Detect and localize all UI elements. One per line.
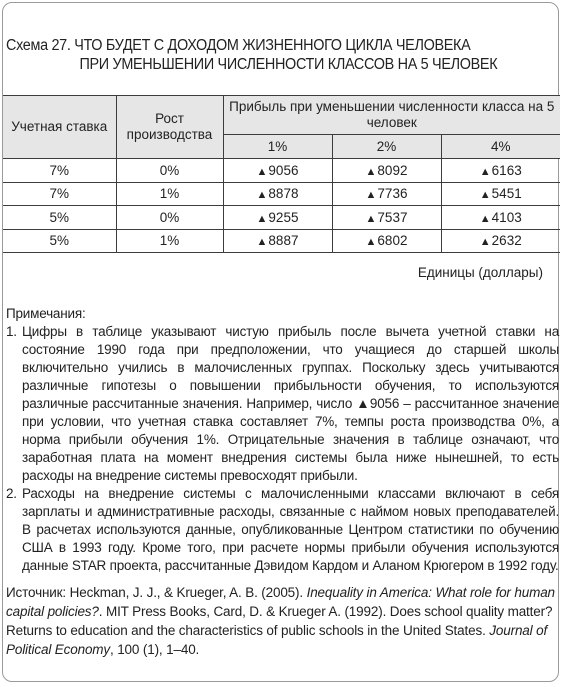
value-text: 8092 xyxy=(377,162,408,178)
table-row xyxy=(3,229,560,253)
value-text: 7736 xyxy=(377,186,408,202)
value-text: 6802 xyxy=(377,233,408,249)
note-text: Расходы на внедрение системы с малочисленными классами включают в себя зарплаты и административные расходы, связанные с наймом новых преподавателей. В расчетах используются данные, опубликованные Центром статистики по обучению США в 1993 году. Кроме того, при расчете нормы прибыли обучения используются данные STAR проекта, рассчитанные Дэвидом Кардом и Аланом Крюгером в 1992 году. xyxy=(22,486,559,573)
cell-value xyxy=(223,206,332,230)
triangle-icon: ▲ xyxy=(256,236,268,249)
value-text: 2632 xyxy=(491,233,522,249)
col-header-group: Прибыль при уменьшении численности класса на 5 человек xyxy=(223,96,560,135)
value-text: 9255 xyxy=(268,209,299,225)
cell-value xyxy=(332,159,441,183)
source-journal: Journal of Political Economy xyxy=(6,623,548,657)
value-text: 4103 xyxy=(491,209,522,225)
cell-growth: 1% xyxy=(116,182,223,206)
source-book-title: Inequality in America: What role for human capital policies? xyxy=(6,585,555,619)
cell-value xyxy=(223,182,332,206)
note-number: 2. xyxy=(6,486,17,501)
value-text: 8887 xyxy=(268,233,299,249)
table-row xyxy=(3,182,560,206)
notes-header: Примечания: xyxy=(6,306,86,321)
profit-table xyxy=(3,95,560,253)
cell-value xyxy=(441,229,560,253)
cell-value xyxy=(223,159,332,183)
triangle-icon: ▲ xyxy=(256,212,268,225)
triangle-icon: ▲ xyxy=(479,212,491,225)
cell-rate: 5% xyxy=(3,229,116,253)
triangle-icon: ▲ xyxy=(479,236,491,249)
col-header-growth: Рост производства xyxy=(116,96,223,159)
note-text: Цифры в таблице указывают чистую прибыль после вычета учетной ставки на состояние 1990 года при предположении, что учащиеся до старшей школы включительно учились в малочисленных группах. Поскольку здесь учитываются различные гипотезы о повышении прибыльности обучения, то используются различные рассчитанные значения. Например, число ▲9056 – рассчитанное значение при условии, что учетная ставка составляет 7%, темпы роста производства 0%, а норма прибыли обучения 1%. Отрицательные значения в таблице означают, что заработная плата на момент внедрения системы была ниже нынешней, то есть расходы на внедрение системы превосходят прибыли. xyxy=(22,324,559,483)
value-text: 8878 xyxy=(268,186,299,202)
triangle-icon: ▲ xyxy=(479,189,491,202)
triangle-icon: ▲ xyxy=(365,165,377,178)
sub-header-3: 4% xyxy=(441,135,560,159)
cell-growth: 0% xyxy=(116,206,223,230)
source-suffix: , 100 (1), 1–40. xyxy=(110,642,200,657)
cell-value xyxy=(223,229,332,253)
value-text: 6163 xyxy=(491,162,522,178)
cell-value xyxy=(332,229,441,253)
source-prefix: Источник: Heckman, J. J., & Krueger, A. B. (2005). xyxy=(6,585,307,600)
note-item xyxy=(6,485,559,575)
value-text: 9056 xyxy=(268,162,299,178)
triangle-icon: ▲ xyxy=(256,189,268,202)
triangle-icon: ▲ xyxy=(256,165,268,178)
note-number: 1. xyxy=(6,324,17,339)
triangle-icon: ▲ xyxy=(479,165,491,178)
cell-rate: 7% xyxy=(3,159,116,183)
col-header-rate: Учетная ставка xyxy=(3,96,116,159)
cell-rate: 7% xyxy=(3,182,116,206)
cell-value xyxy=(441,206,560,230)
title-line-2: ПРИ УМЕНЬШЕНИИ ЧИСЛЕННОСТИ КЛАССОВ НА 5 ЧЕЛОВЕК xyxy=(79,56,498,73)
triangle-icon: ▲ xyxy=(365,212,377,225)
table-row xyxy=(3,159,560,183)
title-line-1: Схема 27. ЧТО БУДЕТ С ДОХОДОМ ЖИЗНЕННОГО ЦИКЛА ЧЕЛОВЕКА xyxy=(6,37,471,54)
source-citation xyxy=(6,583,559,659)
triangle-icon: ▲ xyxy=(365,236,377,249)
value-text: 5451 xyxy=(491,186,522,202)
source-middle: . MIT Press Books, Card, D. & Krueger A. (1992). Does school quality matter? Returns to education and the characteristics of public schools in the United States. xyxy=(6,604,553,638)
cell-rate: 5% xyxy=(3,206,116,230)
sub-header-2: 2% xyxy=(332,135,441,159)
triangle-icon: ▲ xyxy=(365,189,377,202)
sub-header-1: 1% xyxy=(223,135,332,159)
cell-value xyxy=(332,206,441,230)
table-row xyxy=(3,206,560,230)
cell-growth: 0% xyxy=(116,159,223,183)
scheme-title xyxy=(6,36,522,74)
notes-section xyxy=(6,305,559,575)
note-item xyxy=(6,323,559,485)
value-text: 7537 xyxy=(377,209,408,225)
cell-value xyxy=(441,182,560,206)
cell-value xyxy=(332,182,441,206)
cell-growth: 1% xyxy=(116,229,223,253)
page-frame xyxy=(2,2,559,682)
cell-value xyxy=(441,159,560,183)
units-label: Единицы (доллары) xyxy=(417,265,543,280)
